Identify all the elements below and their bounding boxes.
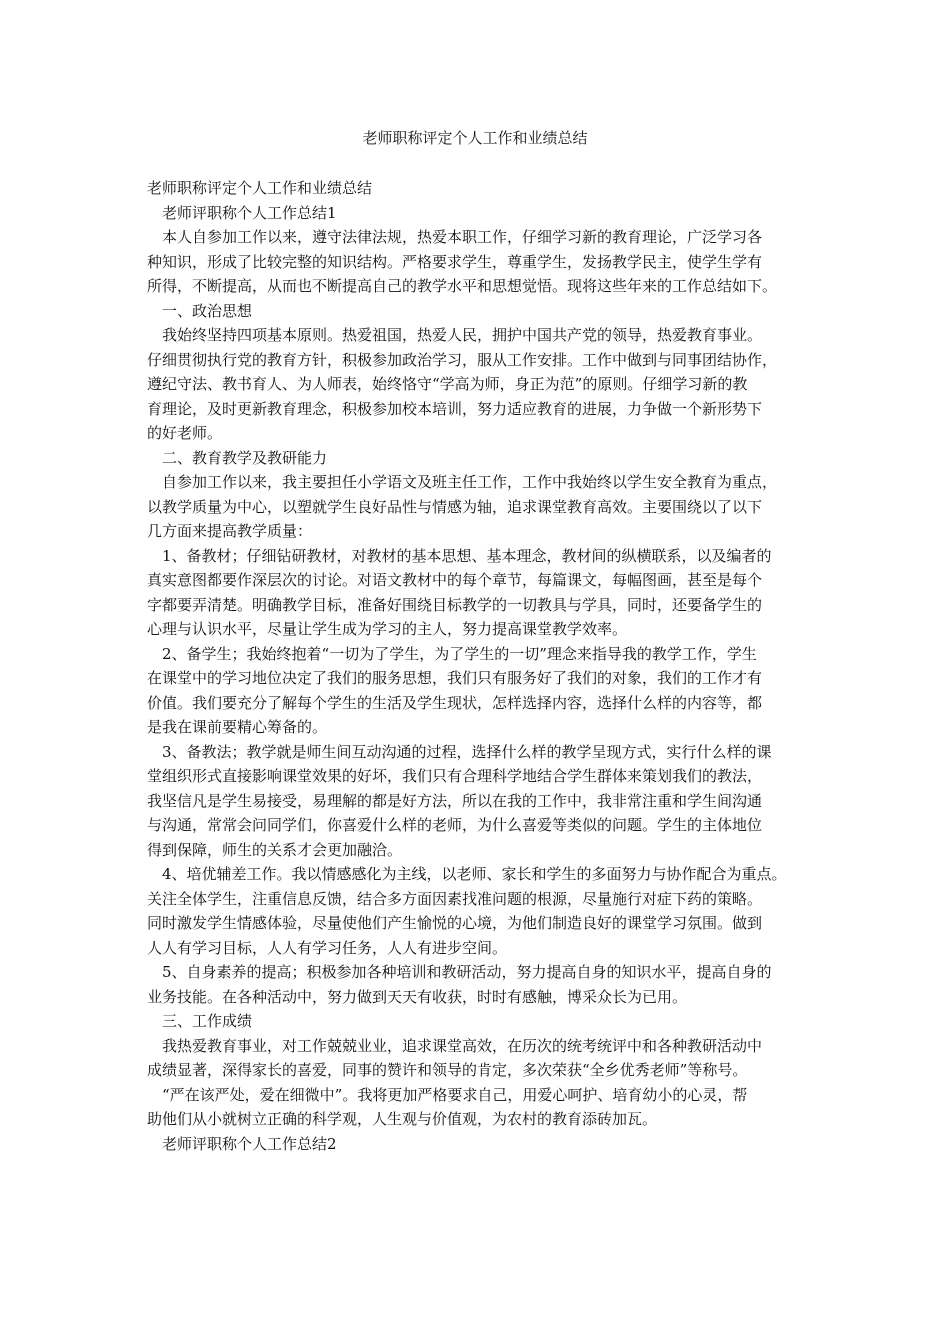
text-line: 种知识，形成了比较完整的知识结构。严格要求学生，尊重学生，发扬教学民主，使学生学有 [147,252,763,271]
text-line: 二、教育教学及教研能力 [147,448,328,467]
text-line: 堂组织形式直接影响课堂效果的好坏，我们只有合理科学地结合学生群体来策划我们的教法， [147,767,763,785]
text-line: 本人自参加工作以来，遵守法律法规，热爱本职工作，仔细学习新的教育理论，广泛学习各 [147,228,763,246]
text-line: 是我在课前要精心筹备的。 [147,718,328,736]
text-line: 的好老师。 [147,424,223,442]
text-line: 我坚信凡是学生易接受，易理解的都是好方法，所以在我的工作中，我非常注重和学生间沟通 [147,791,763,810]
text-line: 老师评职称个人工作总结1 [147,203,337,222]
text-line: 几方面来提高教学质量： [147,522,313,540]
text-line: 字都要弄清楚。明确教学目标，准备好围绕目标教学的一切教具与学具，同时，还要备学生的 [147,595,763,614]
text-line: 育理论，及时更新教育理念，积极参加校本培训，努力适应教育的进展，力争做一个新形势下 [147,399,763,418]
text-line: 业务技能。在各种活动中，努力做到天天有收获，时时有感触，博采众长为已用。 [147,987,688,1006]
text-line: 同时激发学生情感体验，尽量使他们产生愉悦的心境，为他们制造良好的课堂学习氛围。做到 [147,914,763,932]
text-line: 5、自身素养的提高；积极参加各种培训和教研活动，努力提高自身的知识水平，提高自身的 [147,963,772,981]
text-line: 关注全体学生，注重信息反馈，结合多方面因素找准问题的根源，尽量施行对症下药的策略。 [147,889,763,908]
text-line: 得到保障，师生的关系才会更加融洽。 [147,840,403,859]
text-line: 一、政治思想 [147,301,253,320]
text-line: 以教学质量为中心，以塑就学生良好品性与情感为轴，追求课堂教育高效。主要围绕以了以下 [147,497,763,516]
text-line: 成绩显著，深得家长的喜爱，同事的赞许和领导的肯定，多次荣获“全乡优秀老师”等称号。 [147,1061,748,1079]
text-line: 2、备学生；我始终抱着“一切为了学生，为了学生的一切”理念来指导我的教学工作，学生 [147,644,757,663]
document-title: 老师职称评定个人工作和业绩总结 [362,129,588,147]
text-line: 4、培优辅差工作。我以情感感化为主线，以老师、家长和学生的多面努力与协作配合为重点。 [147,865,787,883]
text-line: 老师评职称个人工作总结2 [147,1134,337,1153]
text-line: 老师职称评定个人工作和业绩总结 [147,179,373,197]
text-line: 在课堂中的学习地位决定了我们的服务思想，我们只有服务好了我们的对象，我们的工作才有 [147,669,763,687]
text-line: 3、备教法；教学就是师生间互动沟通的过程，选择什么样的教学呈现方式，实行什么样的课 [147,742,772,761]
text-line: 真实意图都要作深层次的讨论。对语文教材中的每个章节，每篇课文，每幅图画，甚至是每个 [147,571,763,589]
text-line: 与沟通，常常会问同学们，你喜爱什么样的老师，为什么喜爱等类似的问题。学生的主体地位 [147,816,763,834]
text-line: 我热爱教育事业，对工作兢兢业业，追求课堂高效，在历次的统考统评中和各种教研活动中 [147,1036,763,1055]
text-line: 所得，不断提高，从而也不断提高自己的教学水平和思想觉悟。现将这些年来的工作总结如下。 [147,277,778,295]
text-line: 遵纪守法、教书育人、为人师表，始终恪守“学高为师，身正为范”的原则。仔细学习新的教 [147,375,748,393]
text-line: 心理与认识水平，尽量让学生成为学习的主人，努力提高课堂教学效率。 [147,620,628,638]
text-line: “严在该严处，爱在细微中”。我将更加严格要求自己，用爱心呵护、培育幼小的心灵，帮 [147,1085,748,1104]
text-line: 自参加工作以来，我主要担任小学语文及班主任工作，工作中我始终以学生安全教育为重点， [147,473,778,491]
text-line: 我始终坚持四项基本原则。热爱祖国，热爱人民，拥护中国共产党的领导，热爱教育事业。 [147,326,763,344]
text-line: 1、备教材；仔细钻研教材，对教材的基本思想、基本理念，教材间的纵横联系，以及编者的 [147,546,772,565]
text-line: 仔细贯彻执行党的教育方针，积极参加政治学习，服从工作安排。工作中做到与同事团结协作， [147,350,778,369]
text-line: 价值。我们要充分了解每个学生的生活及学生现状，怎样选择内容，选择什么样的内容等，都 [147,693,763,712]
text-line: 人人有学习目标，人人有学习任务，人人有进步空间。 [147,938,508,957]
text-line: 助他们从小就树立正确的科学观，人生观与价值观，为农村的教育添砖加瓦。 [147,1110,658,1128]
text-line: 三、工作成绩 [147,1012,253,1030]
